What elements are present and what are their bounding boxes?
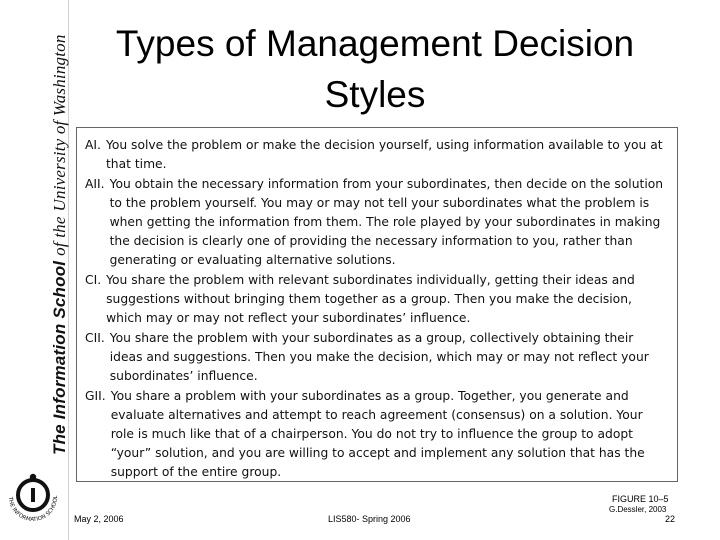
figure-label: FIGURE 10–5	[612, 494, 669, 504]
decision-style-ci	[85, 271, 669, 328]
decision-style-cii	[85, 329, 669, 386]
style-description: You share a problem with your subordinates as a group. Together, you generate and evaluate alternatives and attempt to reach agreement (consensus) on a solution. Your role is much like that of a chairperson. You do not try to influence the group to adopt “your” solution, and you are willing to accept and implement any solution that has the support of the entire group.	[110, 389, 645, 479]
style-code: AII.	[85, 177, 105, 191]
style-description: You share the problem with relevant subordinates individually, getting their ideas and suggestions without bringing them together as a group. Then you make the decision, which may or may not reflect your subordinates’ influence.	[106, 273, 635, 325]
brand-school-name: The Information School	[50, 260, 69, 455]
style-code: CI.	[85, 273, 102, 287]
footer-date: May 2, 2006	[74, 514, 124, 524]
slide-title	[80, 18, 670, 120]
ischool-logo-icon	[2, 458, 64, 536]
slide-title-line-2: Styles	[324, 74, 426, 115]
style-description: You share the problem with your subordinates as a group, collectively obtaining their ideas and suggestions. Then you make the decision, which may or may not reflect your subordinates’ influence.	[109, 331, 649, 383]
brand-of-the: of the	[50, 216, 69, 256]
footer-course: LIS580- Spring 2006	[328, 514, 411, 524]
style-description: You obtain the necessary information from your subordinates, then decide on the solution to the problem yourself. You may or may not tell your subordinates what the problem is when getting the information from them. The role played by your subordinates in making the decision is clearly one of providing the necessary information to you, rather than generating or evaluating alternative solutions.	[109, 177, 664, 267]
decision-style-gii	[85, 387, 669, 482]
style-code: GII.	[85, 389, 106, 403]
style-code: AI.	[85, 138, 101, 152]
style-description: You solve the problem or make the decision yourself, using information available to you at that time.	[105, 138, 663, 171]
decision-styles-figure	[76, 127, 678, 482]
style-code: CII.	[85, 331, 105, 345]
slide-title-line-1: Types of Management Decision	[115, 23, 635, 64]
decision-style-aii	[85, 175, 669, 270]
figure-credit: G.Dessler, 2003	[609, 505, 667, 514]
decision-style-ai	[85, 136, 669, 174]
logo-ring-text: THE INFORMATION SCHOOL	[6, 495, 60, 524]
slide-number: 22	[665, 514, 676, 524]
brand-university-name: University of Washington	[50, 34, 69, 212]
brand-wordmark	[50, 34, 70, 455]
